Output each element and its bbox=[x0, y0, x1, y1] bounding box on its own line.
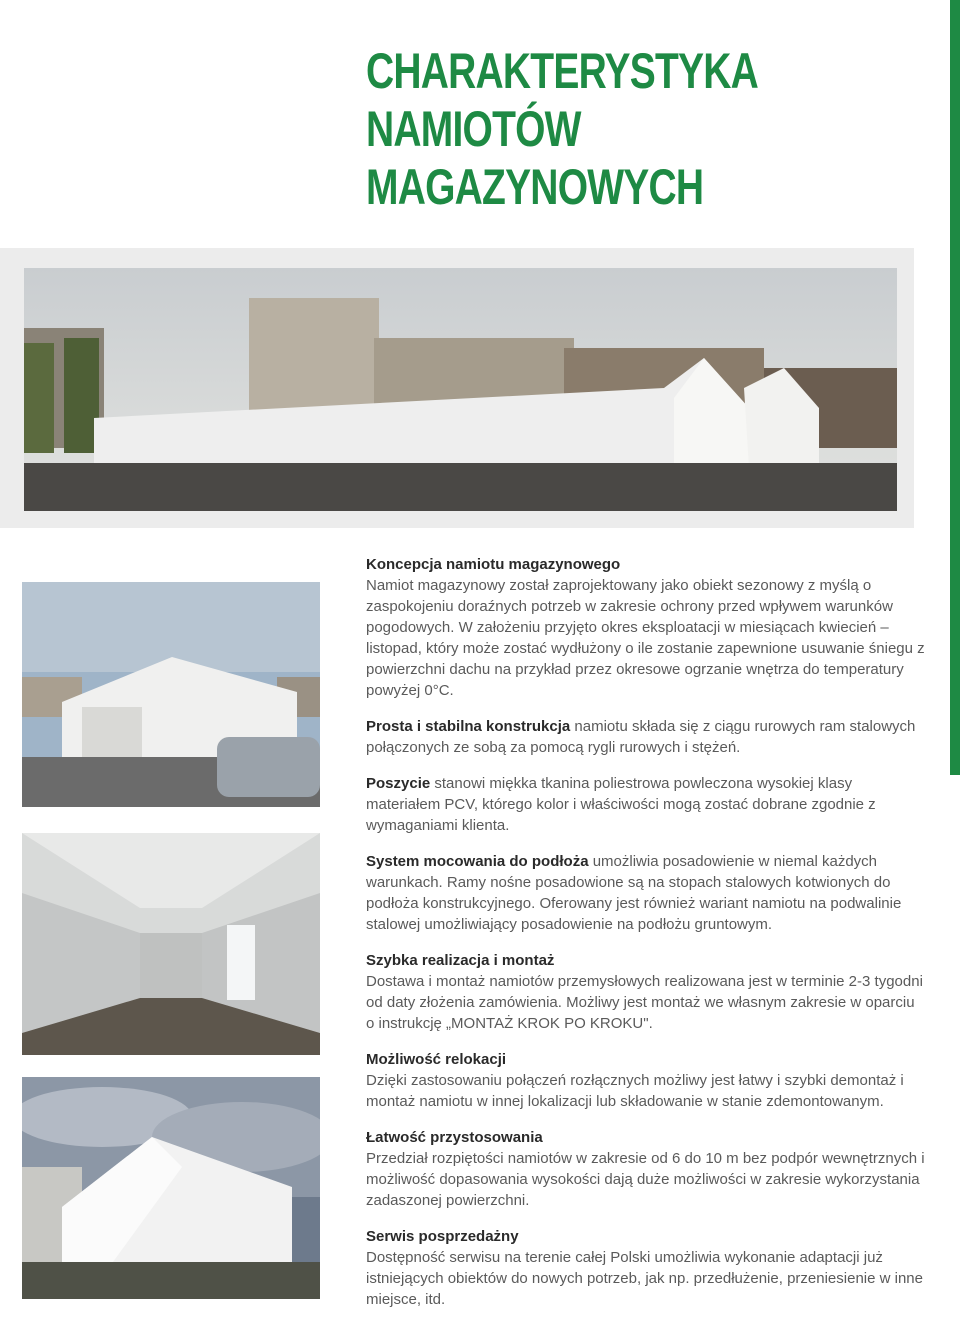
tent-cloudy-sky-photo bbox=[22, 1077, 320, 1299]
section-text bbox=[366, 716, 926, 758]
title-line-3: MAGAZYNOWYCH bbox=[366, 159, 704, 215]
section-text: Dostawa i montaż namiotów przemysłowych realizowana jest w terminie 2-3 tygodni od daty złożenia zamówienia. Możliwy jest montaż we własnym zakresie w oparciu o instrukcję „MONTAŻ KROK PO KROKU". bbox=[366, 973, 923, 1032]
section-konstrukcja bbox=[366, 716, 926, 758]
section-heading: Łatwość przystosowania bbox=[366, 1129, 543, 1146]
section-lead: System mocowania do podłoża bbox=[366, 853, 589, 870]
section-poszycie bbox=[366, 773, 926, 836]
page-title bbox=[366, 42, 926, 216]
section-text: Dzięki zastosowaniu połączeń rozłącznych możliwy jest łatwy i szybki demontaż i montaż namiotu w innej lokalizacji lub składowanie w stanie zdemontowanym. bbox=[366, 1072, 904, 1110]
tent-with-car-photo bbox=[22, 582, 320, 807]
tent-interior-photo bbox=[22, 833, 320, 1055]
content-column bbox=[366, 554, 926, 1325]
section-przystosowanie bbox=[366, 1127, 926, 1211]
section-text bbox=[366, 851, 926, 935]
title-line-1: CHARAKTERYSTYKA bbox=[366, 43, 759, 99]
section-realizacja bbox=[366, 950, 926, 1034]
section-body: umożliwia posadowienie w niemal każdych warunkach. Ramy nośne posadowione są na stopach stalowych kotwionych do podłoża konstrukcyjnego. Oferowany jest również wariant namiotu na podwalinie stalowej umożliwiający posadowienie na podłożu gruntowym. bbox=[366, 853, 902, 933]
section-serwis bbox=[366, 1226, 926, 1310]
section-mocowanie bbox=[366, 851, 926, 935]
accent-bar bbox=[950, 0, 960, 775]
section-heading: Koncepcja namiotu magazynowego bbox=[366, 556, 621, 573]
section-text: Przedział rozpiętości namiotów w zakresie od 6 do 10 m bez podpór wewnętrznych i możliwość dopasowania wysokości dają duże możliwości w zakresie wykorzystania zadaszonej powierzchni. bbox=[366, 1150, 925, 1209]
section-lead: Poszycie bbox=[366, 775, 431, 792]
section-heading: Szybka realizacja i montaż bbox=[366, 952, 555, 969]
section-body: namiotu składa się z ciągu rurowych ram stalowych połączonych ze sobą za pomocą rygli rurowych i stężeń. bbox=[366, 718, 916, 756]
section-relokacja bbox=[366, 1049, 926, 1112]
section-heading: Możliwość relokacji bbox=[366, 1051, 507, 1068]
section-text: Namiot magazynowy został zaprojektowany jako obiekt sezonowy z myślą o zaspokojeniu doraźnych potrzeb w zakresie ochrony przed wpływem warunków pogodowych. W założeniu przyjęto okres eksploatacji w miesiącach kwiecień – listopad, który może zostać wydłużony o ile zostanie zapewnione usuwanie śniegu z powierzchni dachu na przykład przez okresowe ogrzanie wnętrza do temperatury powyżej 0°C. bbox=[366, 577, 925, 699]
section-koncepcja bbox=[366, 554, 926, 701]
section-text bbox=[366, 773, 926, 836]
title-line-2: NAMIOTÓW bbox=[366, 101, 581, 157]
section-lead: Prosta i stabilna konstrukcja bbox=[366, 718, 571, 735]
hero-photo bbox=[24, 268, 897, 511]
section-body: stanowi miękka tkanina poliestrowa powleczona wysokiej klasy materiałem PCV, którego kolor i właściwości mogą zostać dobrane zgodnie z wymaganiami klienta. bbox=[366, 775, 876, 834]
section-heading: Serwis posprzedażny bbox=[366, 1228, 519, 1245]
section-text: Dostępność serwisu na terenie całej Polski umożliwia wykonanie adaptacji już istniejących obiektów do nowych potrzeb, jak np. przedłużenie, przeniesienie w inne miejsce, itd. bbox=[366, 1249, 923, 1308]
